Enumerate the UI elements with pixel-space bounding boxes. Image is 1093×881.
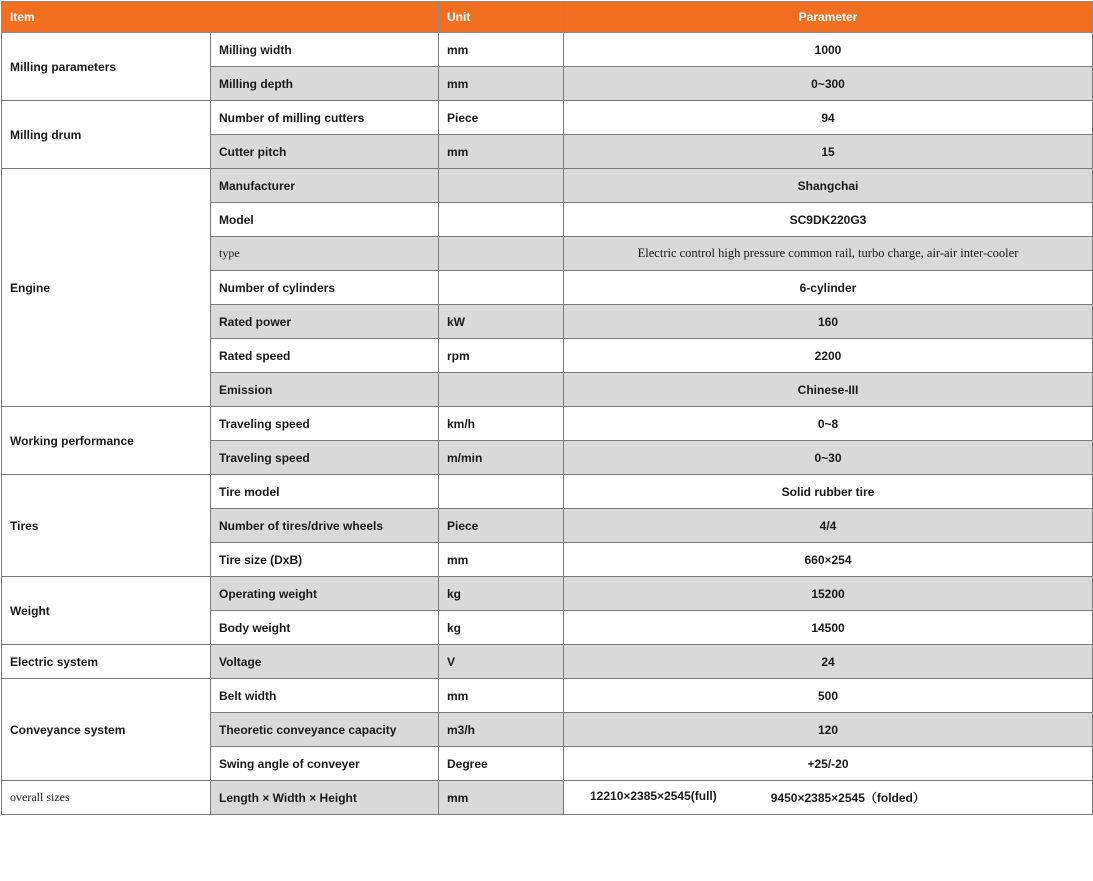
row-item: Rated power <box>211 305 439 339</box>
row-unit: kg <box>439 577 564 611</box>
row-unit: mm <box>439 543 564 577</box>
row-value: 1000 <box>564 33 1093 67</box>
row-unit <box>439 475 564 509</box>
row-value: Solid rubber tire <box>564 475 1093 509</box>
row-item: Theoretic conveyance capacity <box>211 713 439 747</box>
row-item: Manufacturer <box>211 169 439 203</box>
size-full: 12210×2385×2545(full) <box>590 789 717 803</box>
row-item: Length × Width × Height <box>211 781 439 815</box>
row-unit: Piece <box>439 509 564 543</box>
row-value: 94 <box>564 101 1093 135</box>
table-row <box>2 169 1093 203</box>
table-row <box>2 101 1093 135</box>
row-unit <box>439 373 564 407</box>
row-value: 14500 <box>564 611 1093 645</box>
group-label: Milling drum <box>2 101 211 169</box>
row-unit <box>439 271 564 305</box>
row-unit: kW <box>439 305 564 339</box>
row-value: Shangchai <box>564 169 1093 203</box>
row-unit: mm <box>439 135 564 169</box>
row-item: Milling width <box>211 33 439 67</box>
table-row <box>2 679 1093 713</box>
row-item: Traveling speed <box>211 407 439 441</box>
row-value <box>564 781 1093 815</box>
row-item: type <box>211 237 439 271</box>
group-label: Conveyance system <box>2 679 211 781</box>
group-label: Weight <box>2 577 211 645</box>
row-item: Tire model <box>211 475 439 509</box>
row-value: 660×254 <box>564 543 1093 577</box>
table-row <box>2 577 1093 611</box>
row-item: Number of milling cutters <box>211 101 439 135</box>
row-item: Tire size (DxB) <box>211 543 439 577</box>
row-value: Electric control high pressure common rail, turbo charge, air-air inter-cooler <box>564 237 1093 271</box>
group-label: Tires <box>2 475 211 577</box>
row-item: Voltage <box>211 645 439 679</box>
table-row <box>2 407 1093 441</box>
row-item: Emission <box>211 373 439 407</box>
group-label: Engine <box>2 169 211 407</box>
spec-table <box>1 1 1093 815</box>
row-item: Model <box>211 203 439 237</box>
size-folded: 9450×2385×2545（folded） <box>770 791 925 805</box>
row-unit <box>439 237 564 271</box>
group-label: Working performance <box>2 407 211 475</box>
table-row <box>2 475 1093 509</box>
row-value: 500 <box>564 679 1093 713</box>
row-item: Belt width <box>211 679 439 713</box>
row-unit: Piece <box>439 101 564 135</box>
row-unit: kg <box>439 611 564 645</box>
row-item: Rated speed <box>211 339 439 373</box>
row-unit: mm <box>439 679 564 713</box>
row-value: 15 <box>564 135 1093 169</box>
row-item: Milling depth <box>211 67 439 101</box>
row-value: 24 <box>564 645 1093 679</box>
row-item: Operating weight <box>211 577 439 611</box>
row-unit: mm <box>439 781 564 815</box>
row-item: Traveling speed <box>211 441 439 475</box>
row-unit: V <box>439 645 564 679</box>
row-item: Number of cylinders <box>211 271 439 305</box>
row-value: 160 <box>564 305 1093 339</box>
row-unit: m3/h <box>439 713 564 747</box>
row-item: Body weight <box>211 611 439 645</box>
header-parameter: Parameter <box>564 2 1093 33</box>
row-unit: mm <box>439 67 564 101</box>
row-value: 120 <box>564 713 1093 747</box>
row-unit: km/h <box>439 407 564 441</box>
header-unit: Unit <box>439 2 564 33</box>
row-value: 2200 <box>564 339 1093 373</box>
row-value: Chinese-III <box>564 373 1093 407</box>
header-row <box>2 2 1093 33</box>
group-label: Milling parameters <box>2 33 211 101</box>
group-label: overall sizes <box>2 781 211 815</box>
row-item: Cutter pitch <box>211 135 439 169</box>
row-unit: m/min <box>439 441 564 475</box>
table-row <box>2 781 1093 815</box>
row-unit: rpm <box>439 339 564 373</box>
row-value: 0~300 <box>564 67 1093 101</box>
row-value: 0~8 <box>564 407 1093 441</box>
row-value: 4/4 <box>564 509 1093 543</box>
row-value: SC9DK220G3 <box>564 203 1093 237</box>
row-value: 0~30 <box>564 441 1093 475</box>
row-item: Number of tires/drive wheels <box>211 509 439 543</box>
row-value: +25/-20 <box>564 747 1093 781</box>
row-unit: mm <box>439 33 564 67</box>
row-unit: Degree <box>439 747 564 781</box>
row-item: Swing angle of conveyer <box>211 747 439 781</box>
row-value: 6-cylinder <box>564 271 1093 305</box>
row-unit <box>439 203 564 237</box>
row-unit <box>439 169 564 203</box>
table-row <box>2 33 1093 67</box>
group-label: Electric system <box>2 645 211 679</box>
overall-sizes-values <box>572 789 1084 806</box>
row-value: 15200 <box>564 577 1093 611</box>
table-row <box>2 645 1093 679</box>
header-item: Item <box>2 2 439 33</box>
